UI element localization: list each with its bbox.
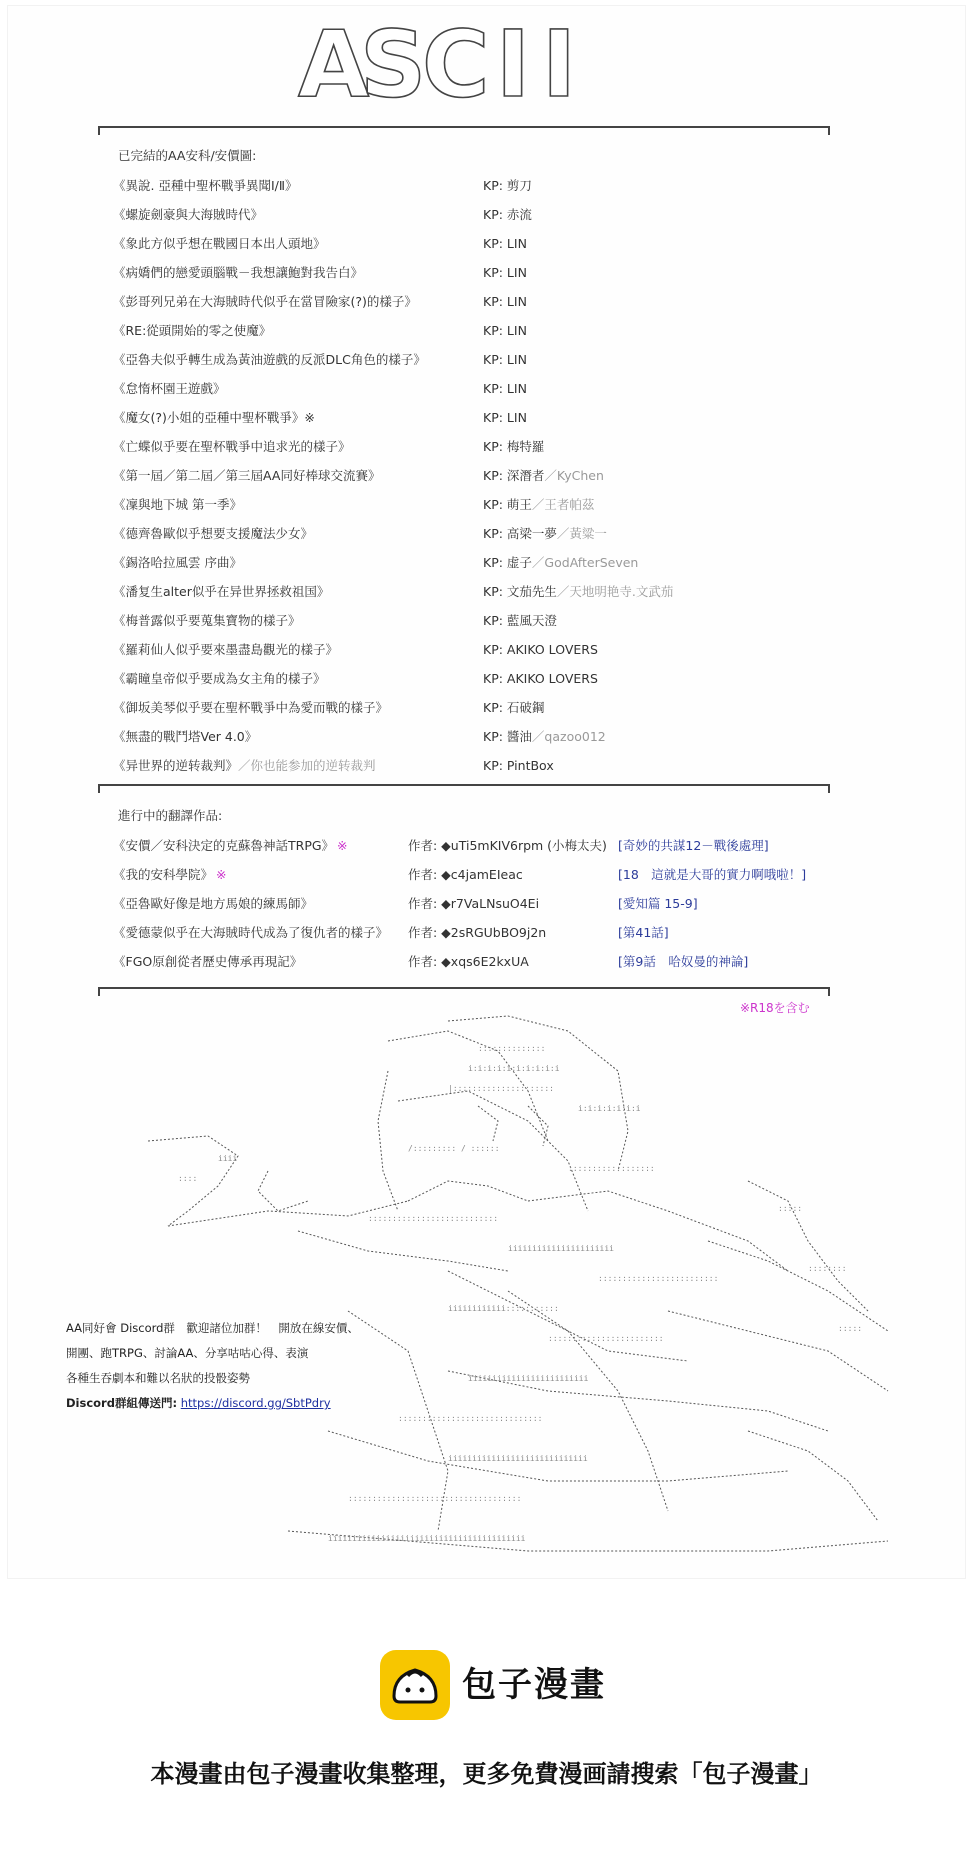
kp-name: KP: 萌王 (483, 497, 532, 512)
completed-work-title: 《錫洛哈拉風雲 序曲》 (113, 555, 242, 570)
discord-line-3: 各種生吞劇本和難以名狀的投骰姿勢 (66, 1371, 250, 1385)
r18-mark: ※ (337, 838, 348, 853)
title-letter-i1: I (495, 11, 531, 118)
kp-name: KP: LIN (483, 410, 527, 425)
completed-work-title: 《怠惰杯園王遊戲》 (113, 381, 226, 396)
svg-text:i:i:i:i:i:i:i:i:i:i: i:i:i:i:i:i:i:i:i:i (468, 1064, 560, 1073)
ongoing-work-title: 《亞魯歐好像是地方馬娘的練馬師》 (113, 896, 314, 911)
completed-kp (483, 698, 544, 718)
divider-bottom (98, 987, 830, 989)
ongoing-row (113, 894, 833, 914)
completed-work-title: 《霸瞳皇帝似乎要成為女主角的樣子》 (113, 671, 326, 686)
kp-name: KP: LIN (483, 352, 527, 367)
kp-name: KP: AKIKO LOVERS (483, 671, 598, 686)
completed-row (113, 379, 833, 399)
kp-alt-name: ／qazoo012 (531, 729, 606, 744)
completed-kp (483, 292, 527, 312)
svg-text:iiiiiiiiiiiiiiiiiiiiii: iiiiiiiiiiiiiiiiiiiiii (508, 1244, 614, 1253)
ongoing-row (113, 952, 833, 972)
completed-work-title: 《異說. 亞種中聖杯戰爭異聞Ⅰ/Ⅱ》 (113, 178, 298, 193)
completed-work-title: 《RE:從頭開始的零之使魔》 (113, 323, 272, 338)
kp-name: KP: 深潛者 (483, 468, 545, 483)
ongoing-work-wrap (113, 865, 227, 885)
kp-name: KP: 石破鋼 (483, 700, 545, 715)
ongoing-row (113, 865, 833, 885)
ongoing-author: 作者: ◆xqs6E2kxUA (408, 954, 529, 969)
discord-line-2: 開團、跑TRPG、討論AA、分享咕咕心得、表演 (66, 1346, 309, 1360)
completed-kp (483, 669, 598, 689)
footer-notice: 本漫畫由包子漫畫收集整理，更多免費漫画請搜索「包子漫畫」 (150, 1760, 823, 1788)
ongoing-chapter-link[interactable]: [第41話] (618, 925, 669, 940)
completed-row (113, 350, 833, 370)
completed-kp (483, 205, 532, 225)
completed-row (113, 205, 833, 225)
completed-kp (483, 611, 557, 631)
completed-heading: 已完結的AA安科/安價圖: (118, 148, 257, 163)
svg-text::::::: ::::: (838, 1324, 863, 1333)
kp-name: KP: 虚子 (483, 555, 532, 570)
svg-text::::::: ::::: (778, 1204, 803, 1213)
kp-name: KP: 赤流 (483, 207, 532, 222)
ongoing-chapter-link[interactable]: [愛知篇 15-9] (618, 896, 698, 911)
ongoing-work-wrap (113, 952, 302, 972)
kp-alt-name: ／GodAfterSeven (531, 555, 639, 570)
kp-name: KP: LIN (483, 381, 527, 396)
completed-kp (483, 437, 544, 457)
kp-name: KP: 文茄先生 (483, 584, 557, 599)
svg-text:/::::::::: / ::::::: /::::::::: / :::::: (408, 1144, 500, 1153)
kp-name: KP: 醬油 (483, 729, 532, 744)
completed-work-title: 《螺旋劍豪與大海賊時代》 (113, 207, 264, 222)
completed-work-title: 《德齊魯歐似乎想要支援魔法少女》 (113, 526, 314, 541)
kp-name: KP: LIN (483, 294, 527, 309)
kp-alt-name: ／王者帕茲 (531, 497, 595, 512)
svg-text:::::::::::::::: :::::::::::::: (478, 1044, 546, 1053)
kp-alt-name: ／天地明艳寺.文武茄 (556, 584, 674, 599)
r18-mark: ※ (216, 867, 227, 882)
svg-text:|:::::::::::::::::::::: |::::::::::::::::::::: (448, 1084, 554, 1093)
svg-text:iiiiiiiiiiiiiiiiiiiiiiiiiiiii: iiiiiiiiiiiiiiiiiiiiiiiiiiiii (448, 1454, 588, 1463)
ongoing-author: 作者: ◆c4jamEIeac (408, 867, 523, 882)
completed-row (113, 292, 833, 312)
kp-name: KP: PintBox (483, 758, 554, 773)
divider-top (98, 126, 830, 128)
completed-kp (483, 350, 527, 370)
completed-row (113, 727, 833, 747)
kp-name: KP: LIN (483, 323, 527, 338)
completed-row (113, 698, 833, 718)
completed-kp (483, 553, 638, 573)
ascii-art-illustration (148, 1011, 908, 1571)
kp-name: KP: 高梁一夢 (483, 526, 557, 541)
ongoing-work-wrap (113, 894, 313, 914)
completed-work-title: 《梅普露似乎要蒐集寶物的樣子》 (113, 613, 301, 628)
completed-row (113, 234, 833, 254)
svg-text:iiii: iiii (218, 1154, 238, 1163)
completed-kp (483, 466, 604, 486)
completed-row (113, 495, 833, 515)
kp-name: KP: 梅特羅 (483, 439, 545, 454)
title-letter-a: A (298, 11, 370, 118)
ongoing-work-wrap (113, 836, 348, 856)
completed-work-title: 《彭哥列兄弟在大海賊時代似乎在當冒險家(?)的樣子》 (113, 294, 417, 309)
completed-work-title: 《亞魯夫似乎轉生成為黃油遊戲的反派DLC角色的樣子》 (113, 352, 426, 367)
completed-kp (483, 524, 607, 544)
r18-note: ※R18を含む (740, 1001, 810, 1015)
completed-row (113, 466, 833, 486)
completed-work-title: 《异世界的逆转裁判》 (113, 758, 239, 773)
ongoing-author: 作者: ◆uTi5mKIV6rpm (小梅太夫) (408, 838, 607, 853)
svg-text:i:i:i:i:i:i:i: i:i:i:i:i:i:i (578, 1104, 641, 1113)
completed-kp (483, 495, 594, 515)
svg-text:::::::::::::::::::: :::::::::::::::::: (568, 1164, 655, 1173)
completed-work-title: 《魔女(?)小姐的亞種中聖杯戰爭》※ (113, 410, 315, 425)
completed-row (113, 553, 833, 573)
ongoing-work-title: 《FGO原創從者歷史傳承再現記》 (113, 954, 303, 969)
completed-row (113, 640, 833, 660)
svg-text:iiiiiiiiiiiiiiiiiiiiiiiii: iiiiiiiiiiiiiiiiiiiiiiiii (468, 1374, 589, 1383)
svg-text:::::::::::::::::::::::::: :::::::::::::::::::::::: (548, 1334, 664, 1343)
completed-work-title: 《潘复生alter似乎在异世界拯救祖国》 (113, 584, 330, 599)
completed-work-title: 《亡蝶似乎要在聖杯戰爭中追求光的樣子》 (113, 439, 351, 454)
ongoing-author: 作者: ◆r7VaLNsuO4Ei (408, 896, 540, 911)
ongoing-row (113, 923, 833, 943)
baozi-logo-icon (380, 1650, 450, 1720)
svg-text:::::::::::::::::::::::::::::::: :::::::::::::::::::::::::::::::::::: (348, 1494, 522, 1503)
completed-work-wrap (113, 756, 376, 776)
svg-text::::::::::::::::::::::::::: ::::::::::::::::::::::::: (598, 1274, 719, 1283)
svg-text:iiiiiiiiiiiiiiiiiiiiiiiiiiiiii: iiiiiiiiiiiiiiiiiiiiiiiiiiiiiiiiiiiiiiiii (328, 1534, 526, 1543)
completed-row (113, 176, 833, 196)
title-letter-i2: I (541, 11, 577, 118)
completed-work-title: 《病嬌們的戀愛頭腦戰－我想讓鮑對我告白》 (113, 265, 364, 280)
kp-alt-name: ／KyChen (544, 468, 604, 483)
completed-kp (483, 640, 598, 660)
completed-work-title: 《凜與地下城 第一季》 (113, 497, 242, 512)
ongoing-chapter-link[interactable]: [奇妙的共謀12－戰後處理] (618, 838, 769, 853)
completed-row (113, 669, 833, 689)
ascii-title (298, 11, 618, 118)
completed-work-title: 《象此方似乎想在戰國日本出人頭地》 (113, 236, 326, 251)
kp-alt-name: ／黃粱一 (556, 526, 607, 541)
ongoing-work-title: 《我的安科學院》 (113, 867, 214, 882)
completed-kp (483, 582, 673, 602)
completed-kp (483, 379, 527, 399)
kp-name: KP: LIN (483, 236, 527, 251)
completed-row (113, 582, 833, 602)
svg-text:iiiiiiiiiiii:::::::::::: iiiiiiiiiiii::::::::::: (448, 1304, 559, 1313)
ongoing-row (113, 836, 833, 856)
completed-kp (483, 756, 554, 776)
completed-work-title: 《第一屆／第二屆／第三屆AA同好棒球交流賽》 (113, 468, 381, 483)
ongoing-author: 作者: ◆2sRGUbBO9j2n (408, 925, 547, 940)
content-panel (8, 6, 965, 1578)
kp-name: KP: 藍風天澄 (483, 613, 557, 628)
completed-work-alt: ／你也能参加的逆转裁判 (238, 758, 376, 773)
kp-name: KP: LIN (483, 265, 527, 280)
ongoing-chapter-link[interactable]: [18 這就是大哥的實力啊哦啦！] (618, 867, 807, 882)
completed-kp (483, 263, 527, 283)
divider-middle (98, 784, 830, 786)
svg-text:::::::::::::::::::::::::::::::: :::::::::::::::::::::::::::::: (398, 1414, 543, 1423)
completed-row (113, 524, 833, 544)
svg-text:::::::::: :::::::: (808, 1264, 847, 1273)
completed-work-title: 《無盡的戰鬥塔Ver 4.0》 (113, 729, 258, 744)
completed-row (113, 756, 833, 776)
ongoing-heading: 進行中的翻譯作品: (118, 808, 223, 823)
completed-row (113, 263, 833, 283)
discord-link-row (66, 1391, 366, 1416)
ongoing-chapter-link[interactable]: [第9話 哈奴曼的神論] (618, 954, 749, 969)
ongoing-work-wrap (113, 923, 388, 943)
completed-work-title: 《御坂美琴似乎要在聖杯戰爭中為愛而戰的樣子》 (113, 700, 389, 715)
completed-row (113, 611, 833, 631)
brand-logo[interactable] (380, 1650, 640, 1720)
completed-kp (483, 234, 527, 254)
completed-kp (483, 176, 532, 196)
discord-link[interactable]: https://discord.gg/SbtPdry (180, 1396, 331, 1410)
discord-info (66, 1316, 366, 1416)
completed-row (113, 437, 833, 457)
ongoing-work-title: 《安價／安科決定的克蘇魯神話TRPG》 (113, 838, 335, 853)
svg-text::::::::::::::::::::::::::::: ::::::::::::::::::::::::::: (368, 1214, 499, 1223)
title-letter-s: S (360, 11, 427, 118)
completed-row (113, 408, 833, 428)
discord-link-label: Discord群組傳送門: (66, 1396, 178, 1410)
kp-name: KP: 剪刀 (483, 178, 532, 193)
completed-kp (483, 408, 527, 428)
completed-kp (483, 321, 527, 341)
completed-kp (483, 727, 606, 747)
kp-name: KP: AKIKO LOVERS (483, 642, 598, 657)
completed-work-title: 《羅莉仙人似乎要來墨盡島觀光的樣子》 (113, 642, 339, 657)
ongoing-work-title: 《愛德蒙似乎在大海賊時代成為了復仇者的樣子》 (113, 925, 389, 940)
title-letter-c: C (422, 11, 490, 118)
brand-name: 包子漫畫 (462, 1665, 606, 1705)
completed-row (113, 321, 833, 341)
discord-line-1: AA同好會 Discord群 歡迎諸位加群！ 開放在線安價、 (66, 1321, 359, 1335)
svg-text:::::: :::: (178, 1174, 198, 1183)
